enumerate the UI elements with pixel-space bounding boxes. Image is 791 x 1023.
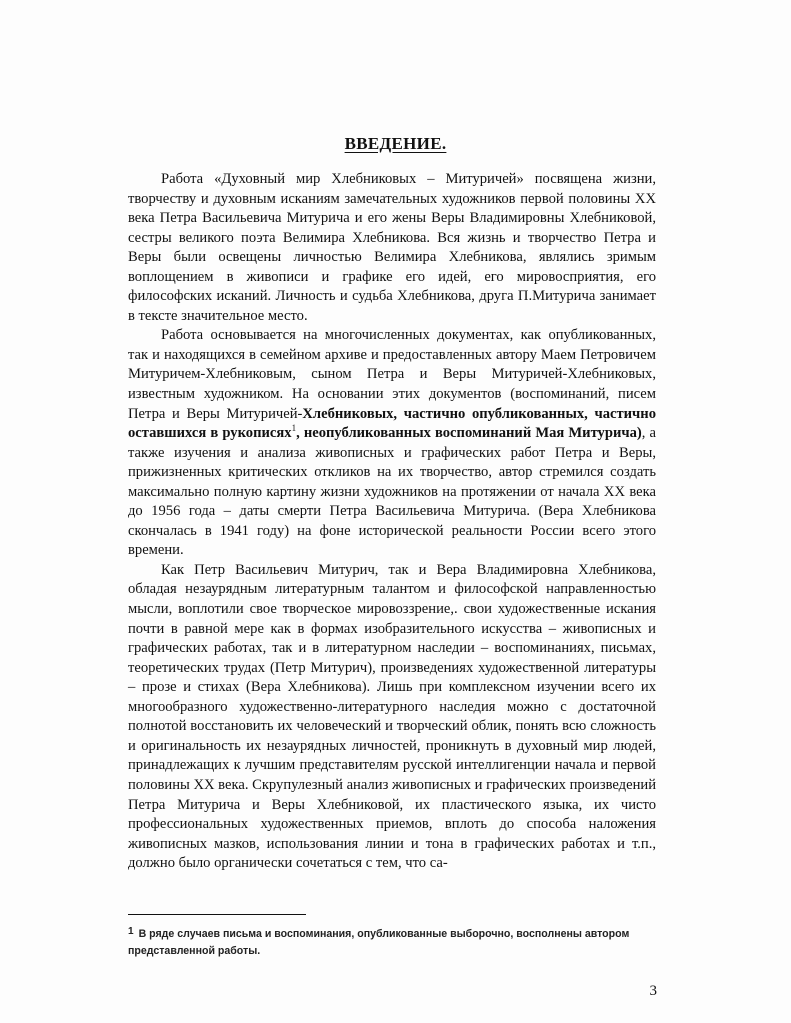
footnote-divider	[128, 914, 306, 915]
paragraph: Как Петр Васильевич Митурич, так и Вера Владимировна Хлебникова, обладая незаурядным литературным талантом и философской направленностью мысли, воплотили свое творческое мировоззрение,. свои художественные искания почти в равной мере как в формах изобразительного искусства – живописных и графических работах, так и в литературном наследии – воспоминаниях, письмах, теоретических трудах (Петр Митурич), произведениях художественной литературы – прозе и стихах (Вера Хлебникова). Лишь при комплексном изучении всего их многообразного художественно-литературного наследия можно с достаточной полнотой восстановить их человеческий и творческий облик, понять всю сложность и оригинальность их незаурядных личностей, проникнуть в духовный мир людей, принадлежащих к лучшим представителям русской интеллигенции начала и первой половины XX века. Скрупулезный анализ живописных и графических произведений Петра Митурича и Веры Хлебниковой, их пластического языка, их чисто профессиональных художественных приемов, вплоть до способа наложения живописных мазков, использования линии и тона в графических работах и т.п., должно было органически сочетаться с тем, что са-	[128, 561, 657, 872]
bold-text: , неопубликованных воспоминаний Мая Митурича)	[296, 425, 642, 442]
footnote-reference[interactable]: 1	[291, 423, 297, 434]
page-title	[0, 134, 791, 154]
paragraph-text: , а также изучения и анализа живописных и графических работ Петра и Веры, прижизненных критических откликов на их творчество, автор стремился создать максимально полную картину жизни художников на протяжении от начала XX века до 1956 года – даты смерти Петра Васильевича Митурича. (Вера Хлебникова скончалась в 1941 году) на фоне исторической реальности России всего этого времени.	[128, 425, 656, 559]
title-text: ВВЕДЕНИЕ.	[344, 134, 447, 153]
body-text	[128, 170, 656, 874]
paragraph-text: Работа основывается на многочисленных документах, как опубликованных, так и находящихся в семейном архиве и предоставленных автору Маем Петровичем Митуричем-Хлебниковым, сыном Петра и Веры Митуричей-Хлебниковых, известным художником. На основании этих документов (воспоминаний, писем Петра и Веры Митуричей-	[128, 327, 656, 422]
paragraph	[128, 326, 656, 561]
footnote-text: В ряде случаев письма и воспоминания, опубликованные выборочно, восполнены автором представленной работы.	[128, 928, 630, 957]
bold-text: Хлебниковых, частично опубликованных, частично оставшихся в рукописях	[128, 405, 656, 442]
page-number: 3	[649, 983, 657, 999]
paragraph: Работа «Духовный мир Хлебниковых – Митуричей» посвящена жизни, творчеству и духовным исканиям замечательных художников первой половины XX века Петра Васильевича Митурича и его жены Веры Владимировны Хлебниковой, сестры великого поэта Велимира Хлебникова. Вся жизнь и творчество Петра и Веры были освещены личностью Велимира Хлебникова, являлись зримым воплощением в живописи и графике его идей, его мировосприятия, его философских исканий. Личность и судьба Хлебникова, друга П.Митурича занимает в тексте значительное место.	[128, 171, 656, 324]
footnote-number: 1	[128, 926, 134, 937]
footnote	[128, 926, 658, 960]
